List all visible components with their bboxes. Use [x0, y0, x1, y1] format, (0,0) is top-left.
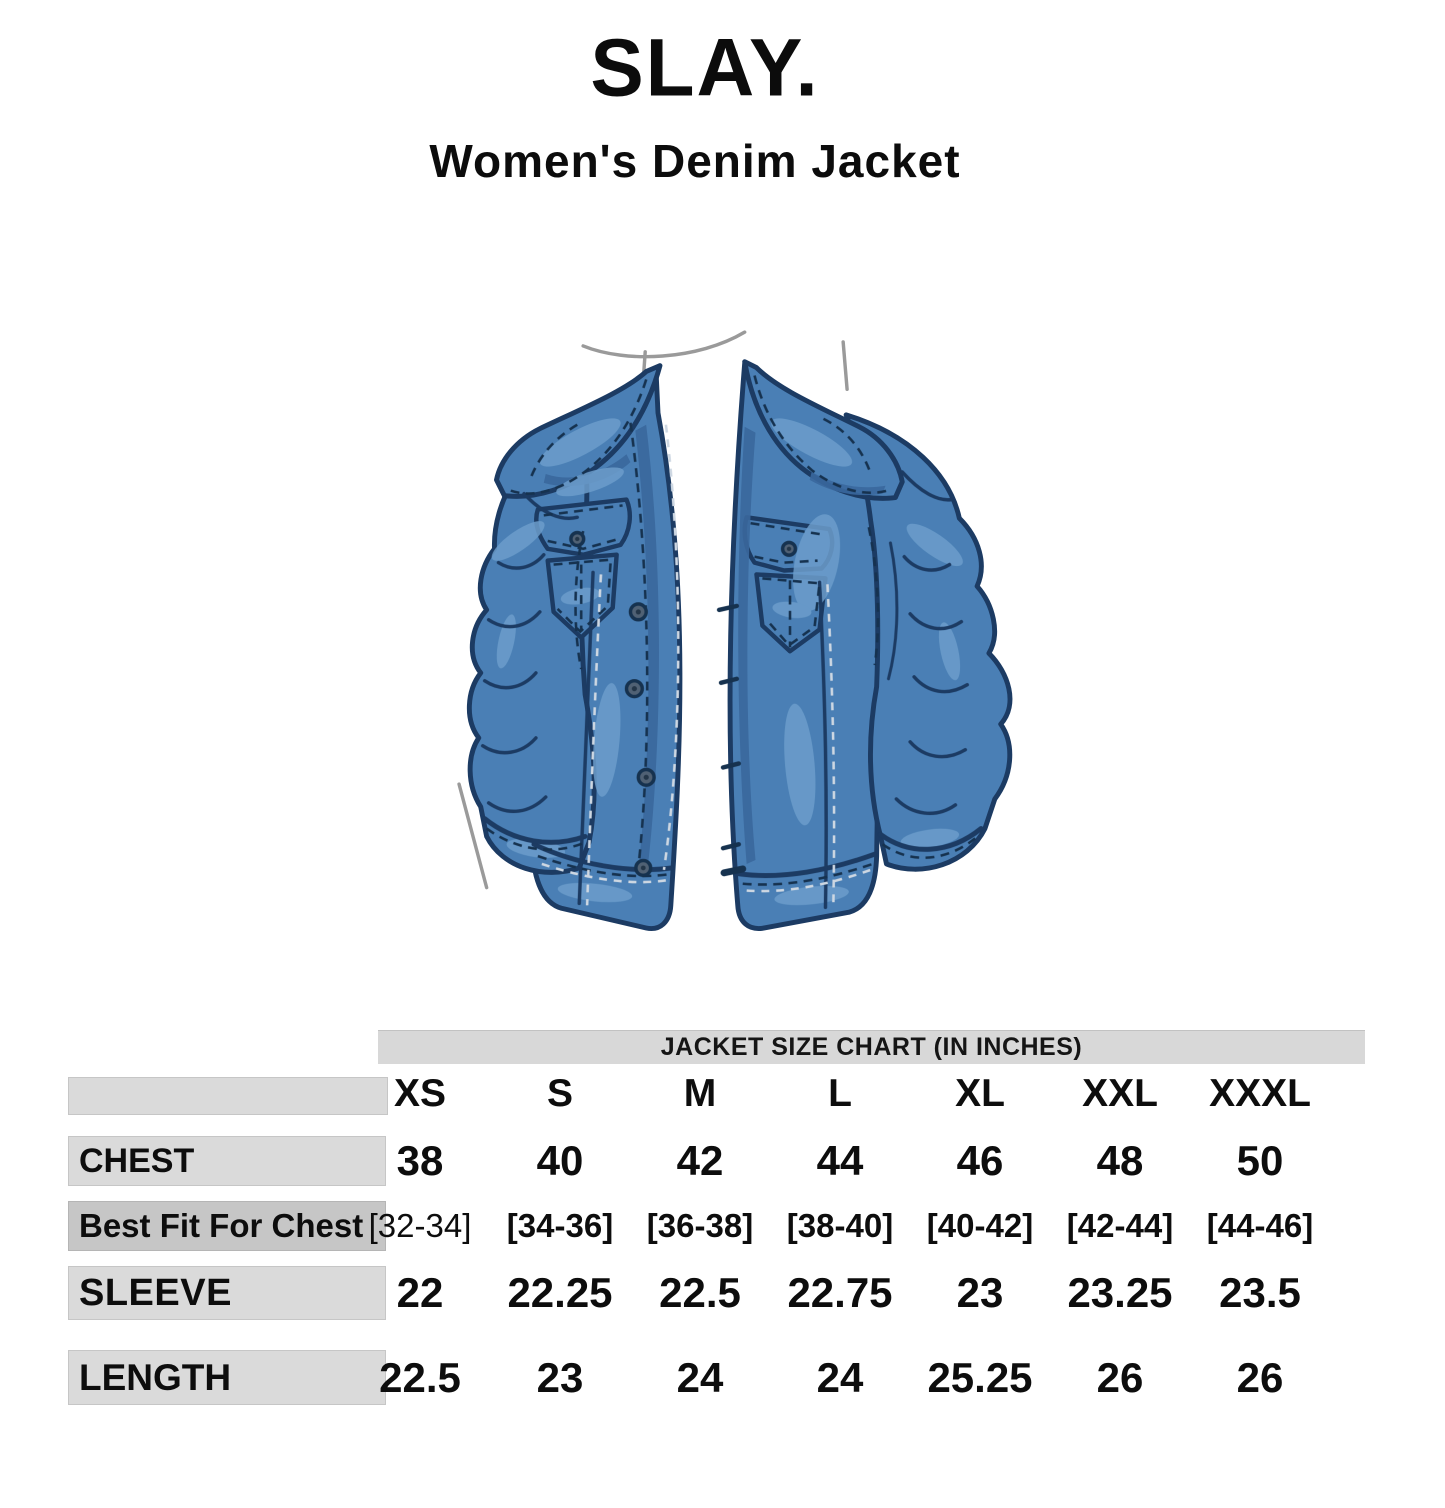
value-cell: 22.25	[507, 1269, 613, 1316]
size-column-header: M	[683, 1072, 717, 1115]
value-cell: 22	[396, 1269, 444, 1316]
value-cell: [44-46]	[1206, 1207, 1314, 1244]
value-cell: 23.5	[1219, 1269, 1301, 1316]
size-column-header: L	[828, 1072, 852, 1115]
product-title: Women's Denim Jacket	[429, 135, 961, 187]
row-label: SLEEVE	[68, 1266, 386, 1320]
value-cell: 48	[1096, 1137, 1144, 1184]
value-cell: [32-34]	[368, 1207, 472, 1244]
value-cell: 26	[1096, 1353, 1144, 1401]
value-cell: 24	[816, 1353, 864, 1401]
value-cell: 26	[1236, 1353, 1284, 1401]
row-label: LENGTH	[68, 1350, 386, 1405]
value-cell: 23.25	[1067, 1269, 1173, 1316]
brand-logo: SLAY.	[590, 22, 820, 113]
value-cell: 50	[1236, 1137, 1284, 1184]
size-column-headers	[0, 1071, 1445, 1117]
value-cell: [40-42]	[926, 1207, 1034, 1244]
denim-jacket-illustration	[398, 316, 1048, 952]
table-row	[0, 1136, 1445, 1186]
value-cell: 44	[816, 1137, 864, 1184]
table-row	[0, 1201, 1445, 1251]
row-label: CHEST	[68, 1136, 386, 1186]
size-column-header: XXL	[1082, 1072, 1158, 1115]
value-cell: 23	[536, 1353, 584, 1401]
table-row	[0, 1350, 1445, 1405]
size-column-header: XL	[955, 1072, 1005, 1115]
value-cell: [38-40]	[786, 1207, 894, 1244]
value-cell: 23	[956, 1269, 1004, 1316]
value-cell: 22.5	[379, 1353, 461, 1401]
size-table-title: JACKET SIZE CHART (IN INCHES)	[378, 1030, 1365, 1064]
table-row	[0, 1266, 1445, 1320]
value-cell: 24	[676, 1353, 724, 1401]
value-cell: 38	[396, 1137, 444, 1184]
row-label: Best Fit For Chest	[68, 1201, 386, 1251]
size-column-header: XS	[393, 1072, 447, 1115]
value-cell: 25.25	[927, 1353, 1033, 1401]
value-cell: 40	[536, 1137, 584, 1184]
denim-jacket-svg	[398, 316, 1048, 952]
value-cell: 42	[676, 1137, 724, 1184]
value-cell: [36-38]	[646, 1207, 754, 1244]
value-cell: 46	[956, 1137, 1004, 1184]
value-cell: 22.5	[659, 1269, 741, 1316]
row-label-spacer	[68, 1077, 388, 1115]
size-column-header: XXXL	[1209, 1072, 1311, 1115]
size-column-header: S	[546, 1072, 573, 1115]
value-cell: [42-44]	[1066, 1207, 1174, 1244]
value-cell: 22.75	[787, 1269, 893, 1316]
value-cell: [34-36]	[506, 1207, 614, 1244]
